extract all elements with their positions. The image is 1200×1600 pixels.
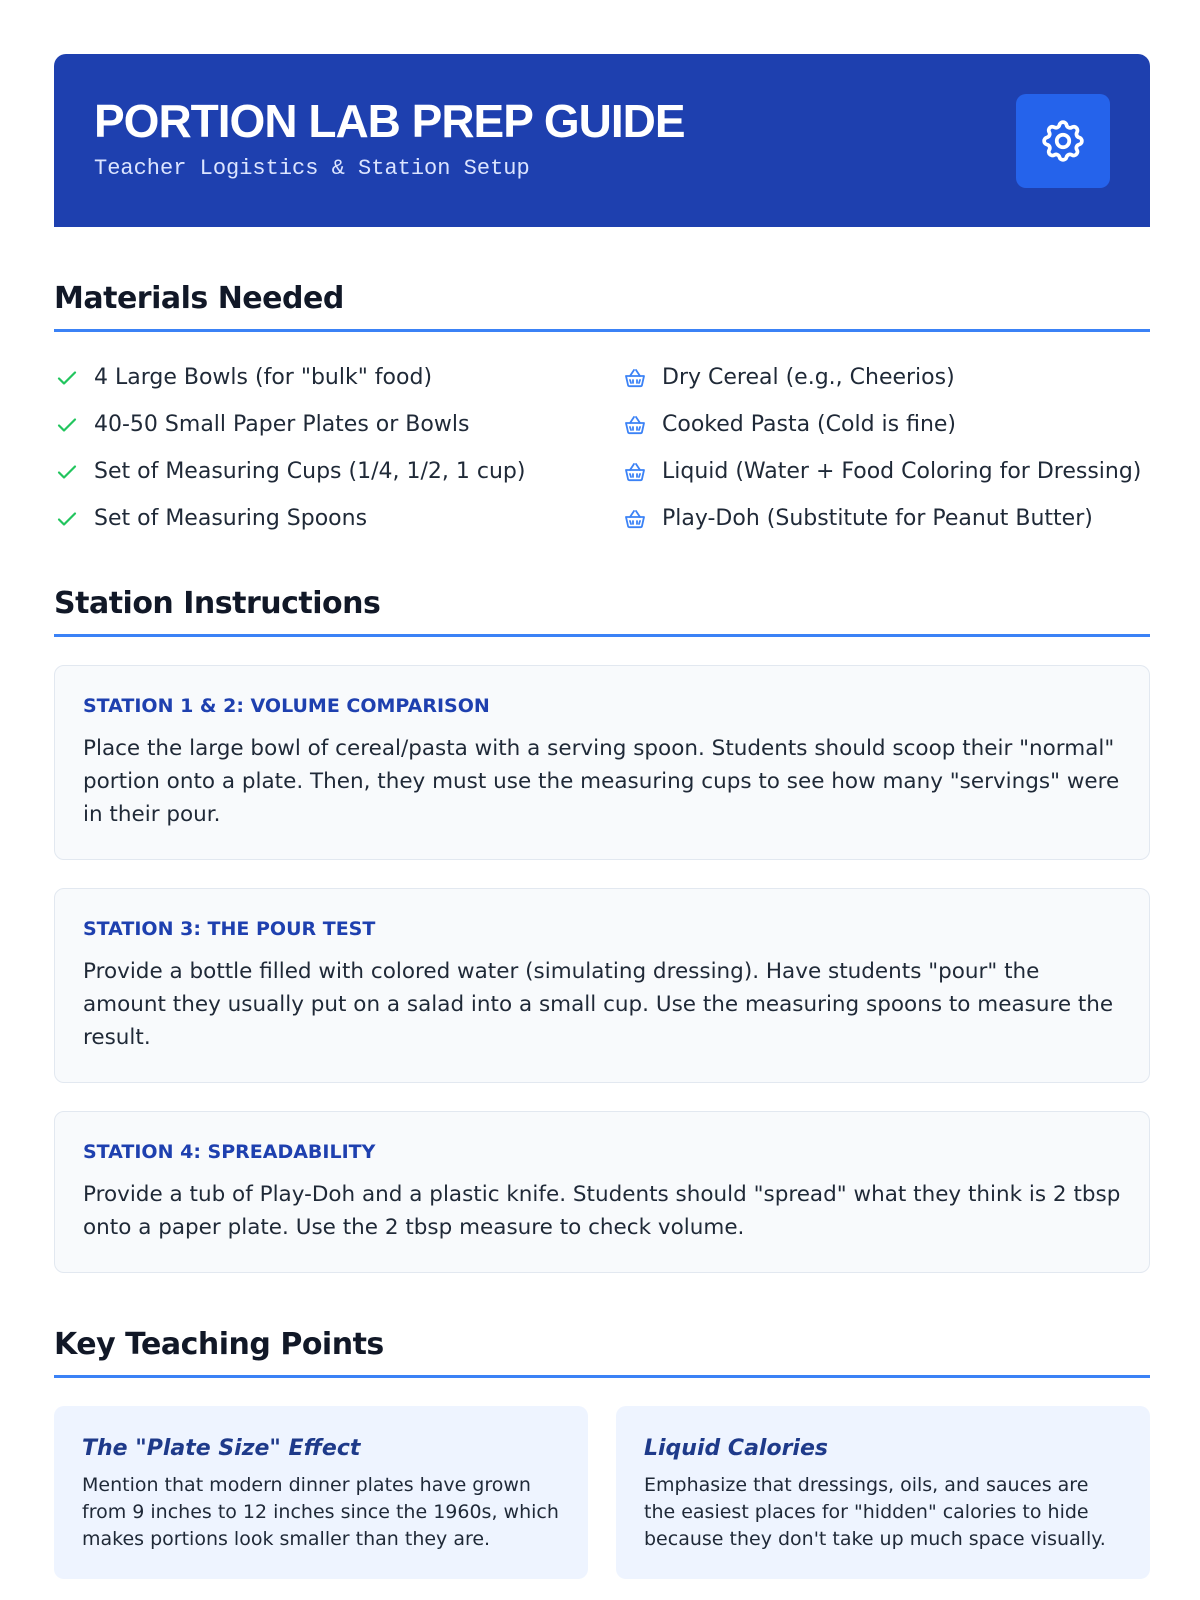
teaching-points-section bbox=[54, 1325, 1150, 1579]
materials-list bbox=[54, 354, 1150, 542]
station-card bbox=[54, 888, 1150, 1083]
basket-icon bbox=[622, 365, 648, 391]
basket-icon bbox=[622, 459, 648, 485]
station-instructions: Provide a bottle filled with colored water (simulating dressing). Have students "pour" the amount they usually put on a salad into a small cup. Use the measuring spoons to measure the result. bbox=[83, 959, 1114, 1050]
teaching-card bbox=[616, 1406, 1150, 1579]
list-item bbox=[54, 401, 622, 448]
header-banner bbox=[54, 54, 1150, 227]
page-subtitle: Teacher Logistics & Station Setup bbox=[94, 156, 530, 181]
prep-guide-page bbox=[54, 54, 1150, 1579]
material-label: Dry Cereal (e.g., Cheerios) bbox=[662, 365, 955, 390]
settings-button[interactable] bbox=[1016, 94, 1110, 188]
station-instructions: Place the large bowl of cereal/pasta with a serving spoon. Students should scoop their "normal" portion onto a plate. Then, they must use the measuring cups to see how many "servings" were in their pour. bbox=[83, 736, 1120, 827]
teaching-card-title: The "Plate Size" Effect bbox=[82, 1436, 361, 1461]
material-label: Liquid (Water + Food Coloring for Dressing) bbox=[662, 459, 1142, 484]
materials-section bbox=[54, 279, 1150, 542]
list-item bbox=[622, 448, 1150, 495]
station-title: STATION 3: THE POUR TEST bbox=[83, 918, 376, 940]
teaching-cards bbox=[54, 1406, 1150, 1579]
material-label: Set of Measuring Spoons bbox=[94, 506, 368, 531]
material-label: 4 Large Bowls (for "bulk" food) bbox=[94, 365, 433, 390]
check-icon bbox=[54, 459, 80, 485]
teaching-heading: Key Teaching Points bbox=[54, 1325, 1150, 1378]
material-label: Set of Measuring Cups (1/4, 1/2, 1 cup) bbox=[94, 459, 526, 484]
material-label: Play-Doh (Substitute for Peanut Butter) bbox=[662, 506, 1093, 531]
page-title: PORTION LAB PREP GUIDE bbox=[94, 95, 685, 147]
basket-icon bbox=[622, 412, 648, 438]
teaching-card-text: Mention that modern dinner plates have grown from 9 inches to 12 inches since the 1960s, which makes portions look smaller than they are. bbox=[82, 1474, 559, 1550]
material-label: 40-50 Small Paper Plates or Bowls bbox=[94, 412, 470, 437]
station-card bbox=[54, 665, 1150, 860]
list-item bbox=[54, 448, 622, 495]
list-item bbox=[622, 495, 1150, 542]
check-icon bbox=[54, 412, 80, 438]
list-item bbox=[54, 354, 622, 401]
station-card bbox=[54, 1111, 1150, 1273]
equipment-column bbox=[54, 354, 622, 542]
teaching-card bbox=[54, 1406, 588, 1579]
materials-heading: Materials Needed bbox=[54, 279, 1150, 332]
check-icon bbox=[54, 365, 80, 391]
gear-icon bbox=[1038, 116, 1088, 166]
station-title: STATION 1 & 2: VOLUME COMPARISON bbox=[83, 695, 490, 717]
list-item bbox=[622, 401, 1150, 448]
station-title: STATION 4: SPREADABILITY bbox=[83, 1141, 376, 1163]
food-column bbox=[622, 354, 1150, 542]
stations-heading: Station Instructions bbox=[54, 584, 1150, 637]
material-label: Cooked Pasta (Cold is fine) bbox=[662, 412, 957, 437]
teaching-card-title: Liquid Calories bbox=[644, 1436, 828, 1461]
list-item bbox=[622, 354, 1150, 401]
stations-section bbox=[54, 584, 1150, 1273]
list-item bbox=[54, 495, 622, 542]
station-instructions: Provide a tub of Play-Doh and a plastic knife. Students should "spread" what they think is 2 tbsp onto a paper plate. Use the 2 tbsp measure to check volume. bbox=[83, 1182, 1121, 1240]
check-icon bbox=[54, 506, 80, 532]
teaching-card-text: Emphasize that dressings, oils, and sauces are the easiest places for "hidden" calories to hide because they don't take up much space visually. bbox=[644, 1474, 1106, 1550]
basket-icon bbox=[622, 506, 648, 532]
